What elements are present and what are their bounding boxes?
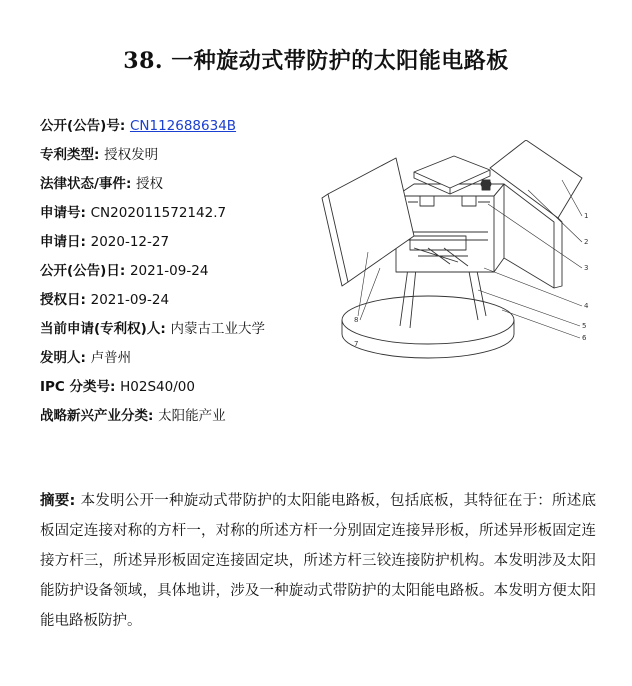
part-label: 7	[354, 340, 359, 348]
abstract-sep: :	[69, 493, 81, 509]
field-publication-number	[40, 112, 340, 141]
part-label: 1	[584, 212, 589, 220]
page-title: 38. 一种旋动式带防护的太阳能电路板	[123, 48, 509, 74]
field-value: 2020-12-27	[90, 234, 170, 250]
field-sep: :	[80, 350, 91, 366]
field-industry-class	[40, 402, 340, 431]
field-publication-date	[40, 257, 340, 286]
field-key: 当前申请(专利权)人	[40, 321, 161, 337]
field-key: IPC 分类号	[40, 379, 111, 395]
field-sep: :	[119, 118, 130, 134]
solar-panel-device-drawing	[318, 140, 600, 376]
field-key: 发明人	[40, 350, 81, 366]
field-value: 太阳能产业	[158, 408, 226, 424]
part-label: 3	[584, 264, 589, 272]
field-ipc-class	[40, 373, 340, 402]
part-label: 2	[584, 238, 589, 246]
top-panel	[414, 156, 491, 194]
field-sep: :	[94, 147, 105, 163]
field-sep: :	[80, 234, 91, 250]
field-sep: :	[110, 379, 121, 395]
field-value: 卢普州	[90, 350, 132, 366]
field-sep: :	[125, 176, 137, 192]
field-value: 内蒙古工业大学	[170, 321, 265, 337]
field-key: 战略新兴产业分类	[40, 408, 148, 424]
field-value: CN202011572142.7	[90, 205, 227, 221]
part-label: 4	[584, 302, 589, 310]
part-label: 8	[354, 316, 359, 324]
field-key: 授权日	[40, 292, 81, 308]
field-applicant	[40, 315, 340, 344]
field-sep: :	[80, 205, 91, 221]
abstract-text: 本发明公开一种旋动式带防护的太阳能电路板，包括底板，其特征在于：所述底板固定连接对称的方杆一，对称的所述方杆一分别固定连接异形板，所述异形板固定连接方杆三，所述异形板固定连接固定块，所述方杆三铰连接防护机构。本发明涉及太阳能防护设备领域，具体地讲，涉及一种旋动式带防护的太阳能电路板。本发明方便太阳能电路板防护。	[40, 493, 596, 629]
abstract-key: 摘要	[40, 493, 70, 509]
field-sep: :	[119, 263, 130, 279]
field-value: 授权发明	[104, 147, 159, 163]
field-value: 授权	[136, 176, 164, 192]
field-inventor	[40, 344, 340, 373]
field-legal-status	[40, 170, 340, 199]
field-key: 法律状态/事件	[40, 176, 126, 192]
field-value: 2021-09-24	[90, 292, 170, 308]
field-sep: :	[80, 292, 91, 308]
patent-fields	[40, 112, 340, 431]
part-label: 6	[582, 334, 587, 342]
field-application-date	[40, 228, 340, 257]
base-cylinder	[342, 296, 514, 358]
publication-number-link[interactable]: CN112688634B	[129, 118, 237, 134]
field-grant-date	[40, 286, 340, 315]
field-value: 2021-09-24	[129, 263, 209, 279]
field-key: 公开(公告)号	[40, 118, 120, 134]
part-label: 5	[582, 322, 587, 330]
abstract	[40, 486, 596, 636]
patent-drawing	[318, 140, 600, 376]
field-key: 申请日	[40, 234, 81, 250]
field-key: 申请号	[40, 205, 81, 221]
field-application-number	[40, 199, 340, 228]
field-value: H02S40/00	[120, 379, 195, 395]
field-key: 公开(公告)日	[40, 263, 120, 279]
field-sep: :	[160, 321, 171, 337]
field-key: 专利类型	[40, 147, 94, 163]
field-sep: :	[148, 408, 159, 424]
field-patent-type	[40, 141, 340, 170]
